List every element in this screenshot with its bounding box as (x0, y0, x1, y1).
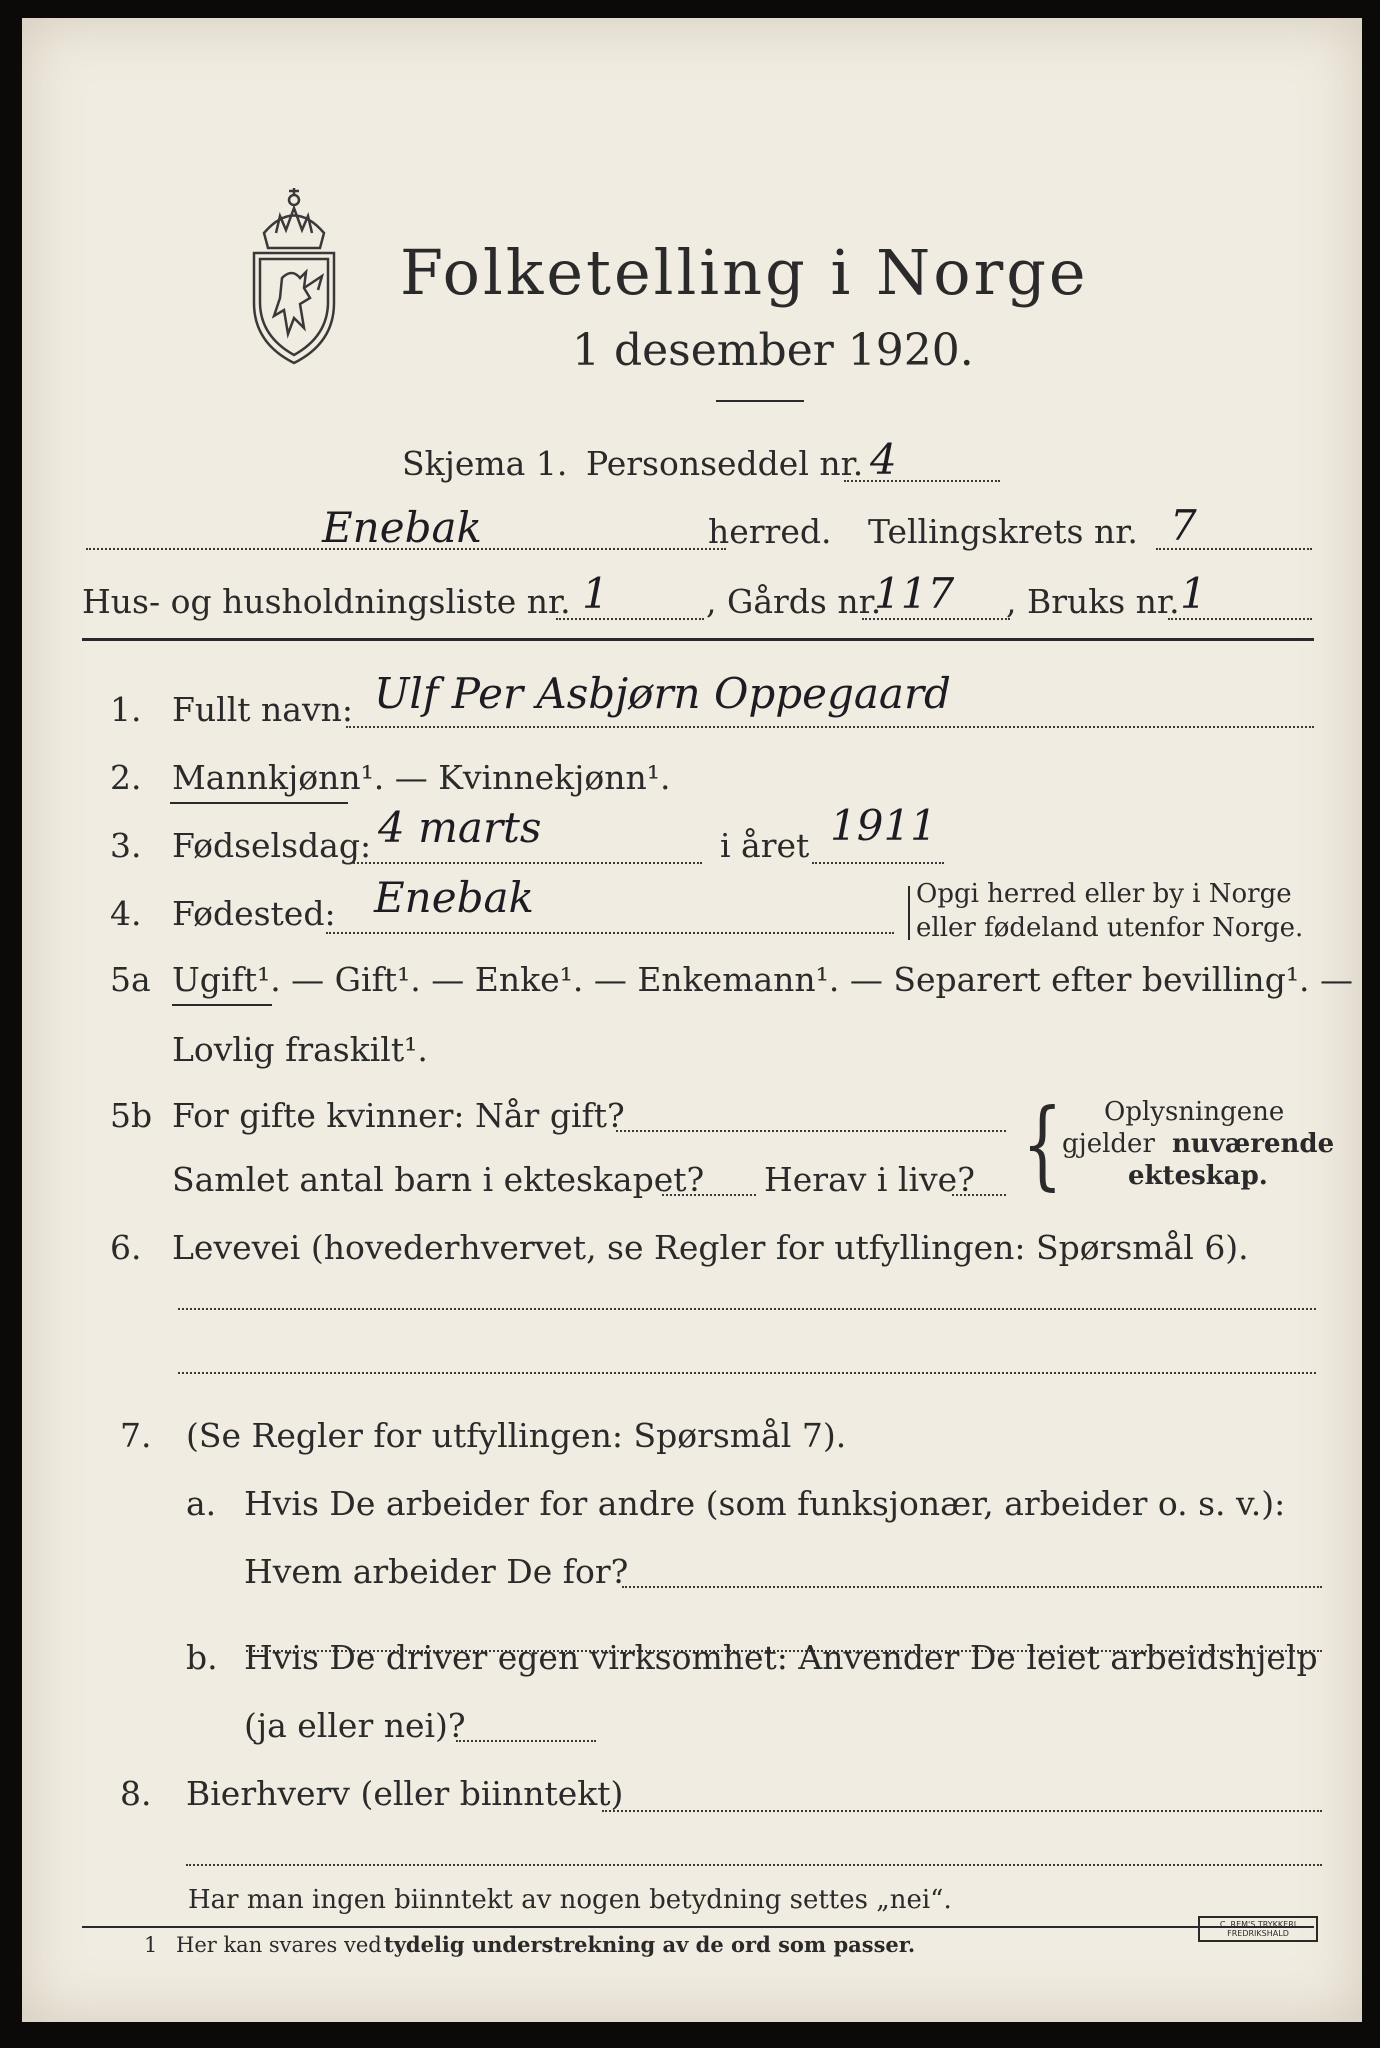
q2-number: 2. (110, 758, 142, 797)
married-women-label: For gifte kvinner: Når gift? (172, 1096, 625, 1135)
marriage-note-2a: gjelder (1062, 1129, 1155, 1159)
q7a-letter: a. (186, 1484, 217, 1523)
census-form (22, 18, 1362, 2022)
children-alive-field[interactable] (952, 1194, 1006, 1196)
tellingskrets-label: Tellingskrets nr. (868, 512, 1138, 551)
side-income-label: Bierhverv (eller biinntekt) (186, 1774, 624, 1813)
children-label: Samlet antal barn i ekteskapet? (172, 1160, 705, 1199)
q7-number: 7. (120, 1416, 152, 1455)
footnote-text-b: tydelig understrekning av de ord som passer. (384, 1932, 916, 1957)
gards-value: 117 (874, 569, 955, 618)
q5b-number: 5b (110, 1096, 153, 1135)
printer-stamp (1198, 1916, 1318, 1942)
footnote-text-a: Her kan svares ved (176, 1933, 382, 1957)
header-divider (82, 638, 1314, 641)
q7b-label: Hvis De driver egen virksomhet: Anvender De leiet arbeidshjelp (244, 1638, 1318, 1677)
birth-year-value: 1911 (830, 801, 937, 850)
gender-options: Mannkjønn¹. — Kvinnekjønn¹. (172, 758, 671, 797)
hus-field[interactable] (556, 618, 704, 620)
marriage-note-3: ekteskap. (1128, 1161, 1268, 1191)
birthplace-note-1: Opgi herred eller by i Norge (916, 879, 1292, 909)
birthday-value: 4 marts (378, 803, 542, 852)
side-income-note: Har man ingen biinntekt av nogen betydning settes „nei“. (188, 1885, 952, 1915)
hired-help-field[interactable] (456, 1740, 596, 1742)
q6-number: 6. (110, 1228, 142, 1267)
married-when-field[interactable] (616, 1130, 1006, 1132)
q1-number: 1. (110, 690, 142, 729)
occupation-field-2[interactable] (178, 1372, 1316, 1374)
q4-number: 4. (110, 894, 142, 933)
full-name-field[interactable] (346, 726, 1314, 728)
herred-value: Enebak (322, 503, 482, 552)
employer-field[interactable] (622, 1586, 1322, 1588)
personseddel-label: Personseddel nr. (586, 444, 864, 483)
skjema-label: Skjema 1. (402, 444, 568, 483)
birthplace-note-rule (908, 886, 910, 940)
birthplace-field[interactable] (326, 932, 894, 934)
title-divider (716, 400, 804, 402)
mannkjonn-underline (170, 802, 348, 804)
marital-status-options-2: Lovlig fraskilt¹. (172, 1030, 428, 1069)
hus-label: Hus- og husholdningsliste nr. (82, 582, 571, 621)
ugift-underline (172, 1004, 272, 1006)
personseddel-field[interactable] (844, 480, 1000, 482)
q7a-employer-label: Hvem arbeider De for? (244, 1552, 629, 1591)
q7-label: (Se Regler for utfyllingen: Spørsmål 7). (186, 1416, 847, 1455)
q4-label: Fødested: (172, 894, 336, 933)
full-name-value: Ulf Per Asbjørn Oppegaard (374, 669, 951, 718)
gards-field[interactable] (862, 618, 1010, 620)
q7b-yes-no-label: (ja eller nei)? (244, 1706, 466, 1745)
q1-label: Fullt navn: (172, 690, 353, 729)
birthplace-value: Enebak (374, 873, 534, 922)
printer-stamp-line-1: C. REM'S TRYKKERI (1219, 1920, 1297, 1929)
q3-number: 3. (110, 826, 142, 865)
birthplace-note-2: eller fødeland utenfor Norge. (916, 913, 1304, 943)
herred-label: herred. (708, 512, 832, 551)
bruks-value: 1 (1180, 569, 1207, 618)
children-count-field[interactable] (662, 1194, 756, 1196)
tellingskrets-value: 7 (1170, 501, 1197, 550)
footnote-divider (82, 1926, 1314, 1928)
hus-value: 1 (582, 569, 609, 618)
birthday-field[interactable] (350, 862, 702, 864)
gards-label: , Gårds nr. (706, 582, 882, 621)
side-income-field-2[interactable] (186, 1864, 1322, 1866)
marital-status-options: Ugift¹. — Gift¹. — Enke¹. — Enkemann¹. — Separert efter bevilling¹. — (172, 960, 1354, 999)
personseddel-value: 4 (870, 435, 897, 484)
printer-stamp-line-2: FREDRIKSHALD (1227, 1929, 1289, 1938)
q5a-number: 5a (110, 960, 151, 999)
q7b-letter: b. (186, 1638, 218, 1677)
year-label: i året (720, 826, 810, 865)
occupation-label: Levevei (hovederhvervet, se Regler for utfyllingen: Spørsmål 6). (172, 1228, 1249, 1267)
birth-year-field[interactable] (812, 862, 944, 864)
footnote-mark: 1 (144, 1933, 158, 1957)
marriage-note-1: Oplysningene (1104, 1097, 1285, 1127)
occupation-field-1[interactable] (178, 1308, 1316, 1310)
alive-label: Herav i live? (764, 1160, 975, 1199)
bruks-field[interactable] (1168, 618, 1312, 620)
marriage-note-brace: { (1022, 1090, 1063, 1202)
side-income-field[interactable] (602, 1810, 1322, 1812)
q3-label: Fødselsdag: (172, 826, 372, 865)
marriage-note-2b: nuværende (1172, 1129, 1335, 1159)
q7a-label: Hvis De arbeider for andre (som funksjonær, arbeider o. s. v.): (244, 1484, 1286, 1523)
bruks-label: , Bruks nr. (1006, 582, 1180, 621)
form-date: 1 desember 1920. (572, 325, 974, 376)
form-title: Folketelling i Norge (400, 236, 1089, 309)
q8-number: 8. (120, 1774, 152, 1813)
norway-coat-of-arms-icon (234, 178, 354, 368)
